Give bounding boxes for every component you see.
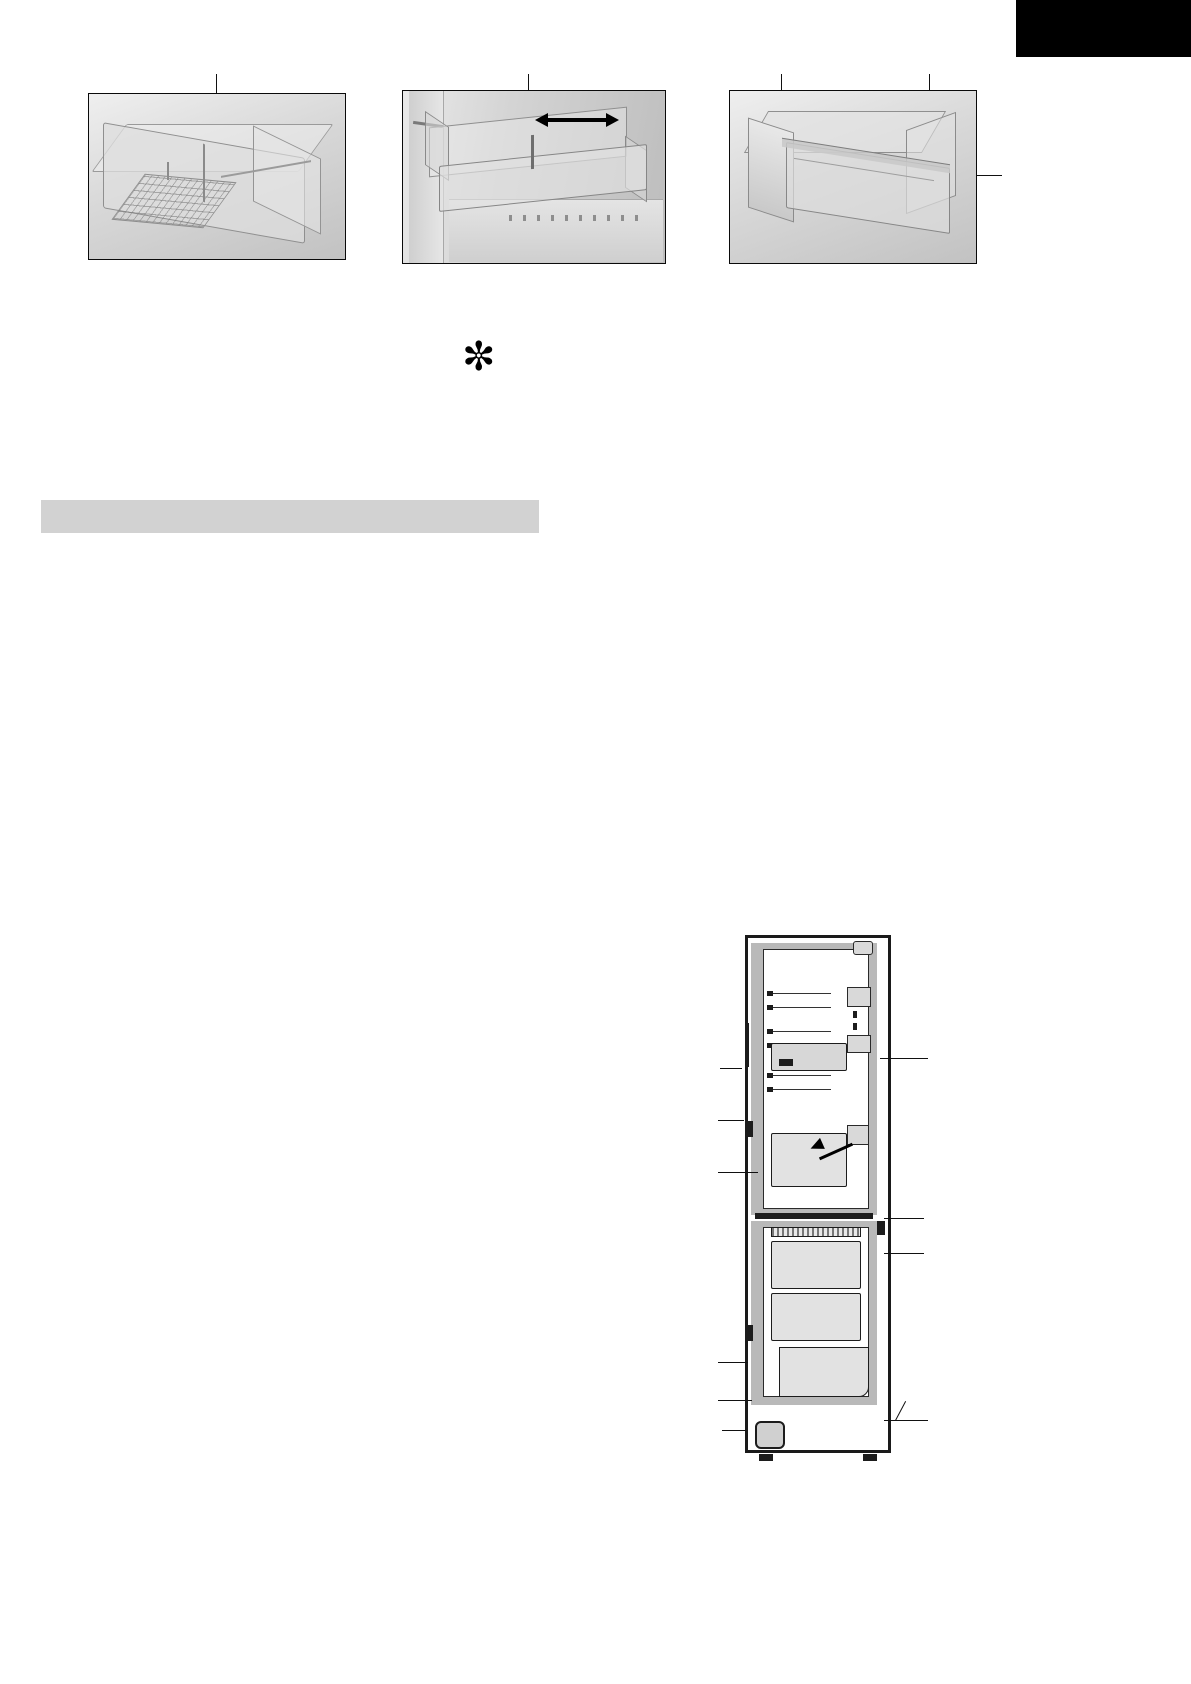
door-vent-dots (509, 215, 641, 221)
fridge-shelf-2 (771, 1007, 831, 1008)
appliance-callout-left-rail (720, 1068, 742, 1069)
appliance-callout-left-foot (722, 1430, 746, 1431)
appliance-callout-right-upper (880, 1058, 928, 1059)
drawer-illustration (103, 122, 329, 242)
rear-foot (863, 1454, 877, 1461)
appliance-callout-right-hinge (884, 1218, 924, 1219)
figure-2-door-shelf (402, 90, 666, 264)
appliance-callout-left-switch (718, 1120, 744, 1121)
front-foot (759, 1454, 773, 1461)
light-module-upper (847, 987, 871, 1007)
shelf-marker-1 (767, 991, 773, 996)
freezer-drawer-2 (771, 1293, 861, 1341)
slide-direction-arrow-icon (535, 113, 619, 127)
glass-shelf-upper (771, 1043, 847, 1071)
hinge-right (877, 1221, 885, 1235)
shelf-marker-6 (767, 1087, 773, 1092)
shelf-marker-2 (767, 1005, 773, 1010)
door-shelf-divider (531, 135, 534, 169)
door-switch (745, 1121, 753, 1137)
bin-illustration (746, 111, 960, 241)
appliance-callout-left-drain (718, 1172, 758, 1173)
fridge-shelf-3 (771, 1031, 831, 1032)
door-switch-lower (745, 1325, 753, 1341)
door-lower-panel (449, 199, 663, 262)
appliance-callout-right-shelf (884, 1253, 924, 1254)
compressor (755, 1421, 785, 1449)
drawer-divider (203, 144, 205, 203)
figure-1-crisper-drawer (88, 93, 346, 260)
fridge-shelf-5 (771, 1075, 831, 1076)
freezer-top-grille (771, 1227, 861, 1237)
figure-3-storage-bin (729, 90, 977, 264)
shelf-marker-3 (767, 1029, 773, 1034)
vent-slot-1 (853, 1011, 857, 1018)
drawer-pull-arrow-icon (810, 1140, 856, 1162)
appliance-callout-left-lower (718, 1362, 748, 1363)
freezer-drawer-1 (771, 1241, 861, 1289)
top-control-box (853, 941, 873, 955)
fridge-shelf-1 (771, 993, 831, 994)
freezer-drawer-3 (779, 1347, 869, 1397)
shelf-marker-5 (767, 1073, 773, 1078)
asterisk-symbol: ✼ (462, 334, 496, 380)
appliance-callout-left-compressor (718, 1400, 752, 1401)
temperature-display (779, 1059, 793, 1066)
rear-rail (745, 1023, 749, 1067)
vent-slot-2 (853, 1023, 857, 1030)
fridge-shelf-6 (771, 1089, 831, 1090)
page-corner-tab (1016, 0, 1191, 57)
appliance-callout-right-foot (884, 1420, 928, 1421)
refrigerator-cross-section (735, 935, 895, 1455)
appliance-callout-right-foot-diag (895, 1401, 906, 1421)
compartment-divider (755, 1213, 873, 1219)
light-module-mid (847, 1035, 871, 1053)
figure-1-callout-line (216, 74, 217, 94)
drawer-handle (167, 162, 169, 180)
section-banner (41, 500, 539, 533)
